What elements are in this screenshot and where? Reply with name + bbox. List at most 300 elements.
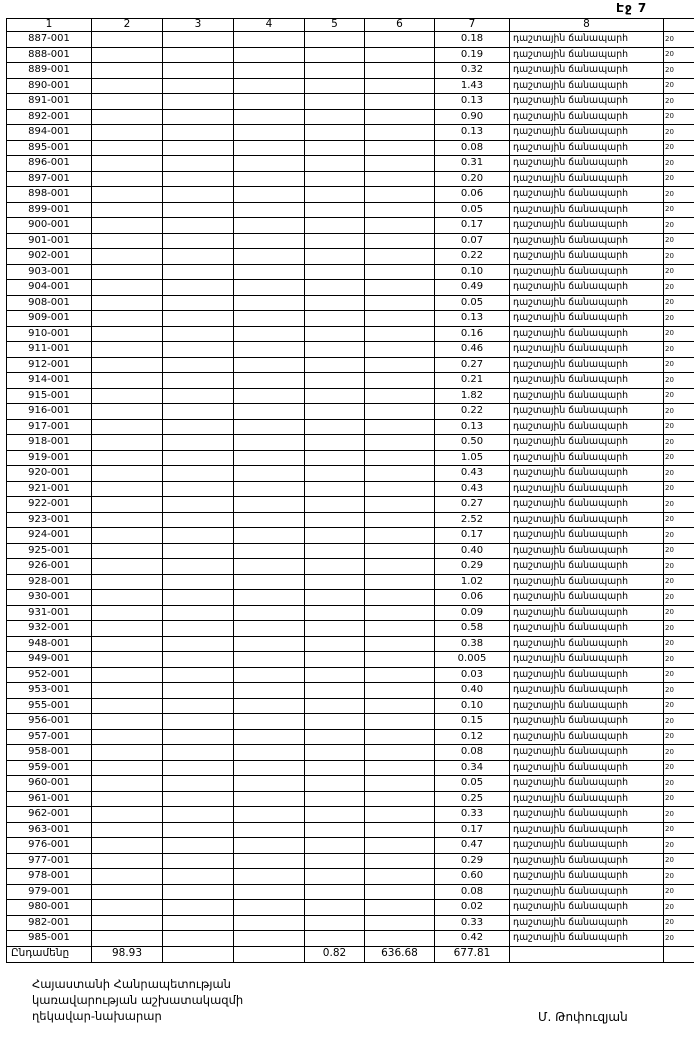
cell-col3 bbox=[163, 373, 234, 389]
cell-col6 bbox=[365, 388, 435, 404]
cell-edge: 20 bbox=[664, 822, 694, 838]
cell-col6 bbox=[365, 264, 435, 280]
cell-col3 bbox=[163, 435, 234, 451]
cell-col6 bbox=[365, 791, 435, 807]
cell-road: դաշտային ճանապարհ bbox=[510, 528, 664, 544]
cell-road: դաշտային ճանապարհ bbox=[510, 760, 664, 776]
cell-col2 bbox=[92, 590, 163, 606]
cell-road: դաշտային ճանապարհ bbox=[510, 621, 664, 637]
table-row bbox=[7, 63, 694, 79]
table-row bbox=[7, 140, 694, 156]
cell-col3 bbox=[163, 311, 234, 327]
cell-col3 bbox=[163, 218, 234, 234]
cell-col6 bbox=[365, 900, 435, 916]
cell-col6 bbox=[365, 326, 435, 342]
cell-road: դաշտային ճանապարհ bbox=[510, 900, 664, 916]
footer-line-1: Հայաստանի Հանրապետության bbox=[32, 977, 231, 991]
table-row bbox=[7, 590, 694, 606]
cell-col6 bbox=[365, 233, 435, 249]
cell-col4 bbox=[234, 698, 305, 714]
cell-edge: 20 bbox=[664, 559, 694, 575]
cell-col2 bbox=[92, 342, 163, 358]
cell-code: 889-001 bbox=[7, 63, 92, 79]
cell-edge: 20 bbox=[664, 264, 694, 280]
cell-col6 bbox=[365, 512, 435, 528]
cell-col3 bbox=[163, 698, 234, 714]
cell-value: 0.47 bbox=[435, 838, 510, 854]
cell-col2 bbox=[92, 187, 163, 203]
table-row bbox=[7, 667, 694, 683]
cell-road: դաշտային ճանապարհ bbox=[510, 776, 664, 792]
cell-col5 bbox=[305, 202, 365, 218]
table-row bbox=[7, 481, 694, 497]
cell-col4 bbox=[234, 202, 305, 218]
cell-col5 bbox=[305, 869, 365, 885]
cell-col2 bbox=[92, 435, 163, 451]
cell-col4 bbox=[234, 156, 305, 172]
cell-code: 903-001 bbox=[7, 264, 92, 280]
cell-col3 bbox=[163, 466, 234, 482]
cell-col3 bbox=[163, 125, 234, 141]
cell-code: 910-001 bbox=[7, 326, 92, 342]
cell-value: 0.05 bbox=[435, 202, 510, 218]
cell-col4 bbox=[234, 807, 305, 823]
cell-code: 948-001 bbox=[7, 636, 92, 652]
cell-code: 900-001 bbox=[7, 218, 92, 234]
cell-col2 bbox=[92, 249, 163, 265]
cell-code: 901-001 bbox=[7, 233, 92, 249]
cell-col4 bbox=[234, 233, 305, 249]
total-row bbox=[7, 946, 694, 962]
cell-col2 bbox=[92, 760, 163, 776]
table-row bbox=[7, 109, 694, 125]
cell-edge: 20 bbox=[664, 512, 694, 528]
cell-col2 bbox=[92, 466, 163, 482]
table-row bbox=[7, 636, 694, 652]
cell-col6 bbox=[365, 853, 435, 869]
cell-col4 bbox=[234, 481, 305, 497]
cell-col5 bbox=[305, 915, 365, 931]
cell-col3 bbox=[163, 264, 234, 280]
cell-col6 bbox=[365, 171, 435, 187]
col-header-5: 5 bbox=[305, 19, 365, 32]
cell-value: 0.29 bbox=[435, 853, 510, 869]
cell-value: 0.05 bbox=[435, 295, 510, 311]
cell-col2 bbox=[92, 543, 163, 559]
cell-col5 bbox=[305, 249, 365, 265]
cell-col3 bbox=[163, 590, 234, 606]
cell-col6 bbox=[365, 311, 435, 327]
cell-value: 0.58 bbox=[435, 621, 510, 637]
total-col5: 0.82 bbox=[305, 946, 365, 962]
cell-edge: 20 bbox=[664, 78, 694, 94]
cell-col6 bbox=[365, 822, 435, 838]
cell-col3 bbox=[163, 63, 234, 79]
cell-col4 bbox=[234, 636, 305, 652]
cell-road: դաշտային ճանապարհ bbox=[510, 574, 664, 590]
cell-col4 bbox=[234, 140, 305, 156]
cell-code: 909-001 bbox=[7, 311, 92, 327]
cell-col2 bbox=[92, 326, 163, 342]
cell-edge: 20 bbox=[664, 590, 694, 606]
cell-code: 930-001 bbox=[7, 590, 92, 606]
cell-code: 960-001 bbox=[7, 776, 92, 792]
cell-col3 bbox=[163, 187, 234, 203]
table-row bbox=[7, 187, 694, 203]
cell-col2 bbox=[92, 900, 163, 916]
cell-col3 bbox=[163, 915, 234, 931]
cell-col6 bbox=[365, 156, 435, 172]
cell-col5 bbox=[305, 109, 365, 125]
cell-edge: 20 bbox=[664, 729, 694, 745]
cell-col5 bbox=[305, 590, 365, 606]
table-row bbox=[7, 652, 694, 668]
cell-road: դաշտային ճանապարհ bbox=[510, 497, 664, 513]
cell-value: 0.02 bbox=[435, 900, 510, 916]
cell-col4 bbox=[234, 218, 305, 234]
cell-value: 0.22 bbox=[435, 404, 510, 420]
table-row bbox=[7, 884, 694, 900]
cell-col6 bbox=[365, 698, 435, 714]
cell-col6 bbox=[365, 357, 435, 373]
table-row bbox=[7, 404, 694, 420]
cell-road: դաշտային ճանապարհ bbox=[510, 481, 664, 497]
cell-col4 bbox=[234, 249, 305, 265]
cell-col5 bbox=[305, 931, 365, 947]
cell-edge: 20 bbox=[664, 47, 694, 63]
cell-col3 bbox=[163, 280, 234, 296]
cell-col2 bbox=[92, 280, 163, 296]
cell-col2 bbox=[92, 109, 163, 125]
cell-col4 bbox=[234, 776, 305, 792]
cell-col5 bbox=[305, 187, 365, 203]
cell-road: դաշտային ճանապարհ bbox=[510, 125, 664, 141]
cell-col3 bbox=[163, 109, 234, 125]
table-row bbox=[7, 760, 694, 776]
total-col7: 677.81 bbox=[435, 946, 510, 962]
cell-road: դաշտային ճանապարհ bbox=[510, 295, 664, 311]
cell-col6 bbox=[365, 140, 435, 156]
cell-col6 bbox=[365, 590, 435, 606]
cell-code: 978-001 bbox=[7, 869, 92, 885]
cell-value: 1.43 bbox=[435, 78, 510, 94]
cell-code: 976-001 bbox=[7, 838, 92, 854]
cell-col3 bbox=[163, 714, 234, 730]
cell-value: 0.21 bbox=[435, 373, 510, 389]
cell-value: 0.27 bbox=[435, 357, 510, 373]
page-number-label: Էջ 7 bbox=[616, 1, 648, 15]
cell-col6 bbox=[365, 760, 435, 776]
cell-value: 0.17 bbox=[435, 528, 510, 544]
cell-col5 bbox=[305, 342, 365, 358]
cell-col6 bbox=[365, 729, 435, 745]
cell-edge: 20 bbox=[664, 605, 694, 621]
cell-road: դաշտային ճանապարհ bbox=[510, 63, 664, 79]
cell-col4 bbox=[234, 652, 305, 668]
cell-road: դաշտային ճանապարհ bbox=[510, 652, 664, 668]
header-row bbox=[7, 19, 694, 32]
cell-col6 bbox=[365, 714, 435, 730]
cell-col3 bbox=[163, 233, 234, 249]
cell-edge: 20 bbox=[664, 388, 694, 404]
cell-road: դաշտային ճանապարհ bbox=[510, 419, 664, 435]
cell-col3 bbox=[163, 574, 234, 590]
table-row bbox=[7, 853, 694, 869]
cell-value: 0.29 bbox=[435, 559, 510, 575]
cell-road: դաշտային ճանապարհ bbox=[510, 884, 664, 900]
cell-code: 895-001 bbox=[7, 140, 92, 156]
cell-road: դաշտային ճանապարհ bbox=[510, 543, 664, 559]
cell-edge: 20 bbox=[664, 326, 694, 342]
table-row bbox=[7, 125, 694, 141]
cell-edge: 20 bbox=[664, 791, 694, 807]
cell-edge: 20 bbox=[664, 187, 694, 203]
cell-code: 962-001 bbox=[7, 807, 92, 823]
cell-code: 898-001 bbox=[7, 187, 92, 203]
cell-value: 0.005 bbox=[435, 652, 510, 668]
cell-edge: 20 bbox=[664, 636, 694, 652]
cell-edge: 20 bbox=[664, 373, 694, 389]
cell-edge: 20 bbox=[664, 342, 694, 358]
table-row bbox=[7, 311, 694, 327]
cell-edge: 20 bbox=[664, 574, 694, 590]
cell-col4 bbox=[234, 714, 305, 730]
cell-col6 bbox=[365, 745, 435, 761]
cell-edge: 20 bbox=[664, 528, 694, 544]
cell-col3 bbox=[163, 884, 234, 900]
cell-col3 bbox=[163, 559, 234, 575]
cell-col3 bbox=[163, 667, 234, 683]
cell-col4 bbox=[234, 326, 305, 342]
cell-col4 bbox=[234, 528, 305, 544]
cell-value: 0.25 bbox=[435, 791, 510, 807]
cell-code: 915-001 bbox=[7, 388, 92, 404]
table-row bbox=[7, 698, 694, 714]
cell-code: 918-001 bbox=[7, 435, 92, 451]
table-row bbox=[7, 295, 694, 311]
cell-col4 bbox=[234, 78, 305, 94]
table-row bbox=[7, 512, 694, 528]
cell-col4 bbox=[234, 388, 305, 404]
col-header-7: 7 bbox=[435, 19, 510, 32]
cell-road: դաշտային ճանապարհ bbox=[510, 171, 664, 187]
cell-code: 979-001 bbox=[7, 884, 92, 900]
cell-col5 bbox=[305, 621, 365, 637]
cell-col5 bbox=[305, 171, 365, 187]
cell-col3 bbox=[163, 760, 234, 776]
footer-line-2: կառավարության աշխատակազմի bbox=[32, 993, 244, 1007]
cell-col3 bbox=[163, 807, 234, 823]
cell-col6 bbox=[365, 435, 435, 451]
table-row bbox=[7, 915, 694, 931]
cell-col2 bbox=[92, 838, 163, 854]
table-row bbox=[7, 357, 694, 373]
cell-code: 904-001 bbox=[7, 280, 92, 296]
cell-col3 bbox=[163, 683, 234, 699]
cell-col2 bbox=[92, 822, 163, 838]
table-row bbox=[7, 435, 694, 451]
cell-edge: 20 bbox=[664, 838, 694, 854]
cell-col2 bbox=[92, 776, 163, 792]
cell-edge: 20 bbox=[664, 745, 694, 761]
cell-col6 bbox=[365, 404, 435, 420]
cell-col6 bbox=[365, 667, 435, 683]
col-header-2: 2 bbox=[92, 19, 163, 32]
cell-col4 bbox=[234, 605, 305, 621]
cell-code: 959-001 bbox=[7, 760, 92, 776]
cell-code: 921-001 bbox=[7, 481, 92, 497]
cell-col2 bbox=[92, 528, 163, 544]
cell-code: 891-001 bbox=[7, 94, 92, 110]
cell-col6 bbox=[365, 109, 435, 125]
cell-value: 0.06 bbox=[435, 187, 510, 203]
cell-edge: 20 bbox=[664, 32, 694, 48]
cell-value: 0.49 bbox=[435, 280, 510, 296]
cell-code: 896-001 bbox=[7, 156, 92, 172]
cell-col6 bbox=[365, 683, 435, 699]
cell-col4 bbox=[234, 853, 305, 869]
table-row bbox=[7, 714, 694, 730]
cell-code: 985-001 bbox=[7, 931, 92, 947]
cell-col2 bbox=[92, 559, 163, 575]
cell-col4 bbox=[234, 512, 305, 528]
cell-code: 890-001 bbox=[7, 78, 92, 94]
cell-col6 bbox=[365, 125, 435, 141]
cell-col5 bbox=[305, 559, 365, 575]
cell-col3 bbox=[163, 791, 234, 807]
cell-edge: 20 bbox=[664, 125, 694, 141]
cell-edge: 20 bbox=[664, 63, 694, 79]
cell-col2 bbox=[92, 373, 163, 389]
cell-col2 bbox=[92, 729, 163, 745]
cell-col5 bbox=[305, 78, 365, 94]
cell-edge: 20 bbox=[664, 249, 694, 265]
cell-col6 bbox=[365, 63, 435, 79]
cell-edge: 20 bbox=[664, 419, 694, 435]
cell-col3 bbox=[163, 636, 234, 652]
cell-col4 bbox=[234, 590, 305, 606]
cell-road: դաշտային ճանապարհ bbox=[510, 373, 664, 389]
table-row bbox=[7, 326, 694, 342]
cell-col2 bbox=[92, 295, 163, 311]
cell-col5 bbox=[305, 125, 365, 141]
cell-code: 902-001 bbox=[7, 249, 92, 265]
cell-col2 bbox=[92, 667, 163, 683]
table-row bbox=[7, 807, 694, 823]
cell-value: 0.07 bbox=[435, 233, 510, 249]
cell-col3 bbox=[163, 202, 234, 218]
cell-road: դաշտային ճանապարհ bbox=[510, 249, 664, 265]
cell-edge: 20 bbox=[664, 450, 694, 466]
cell-road: դաշտային ճանապարհ bbox=[510, 931, 664, 947]
cell-col5 bbox=[305, 404, 365, 420]
cell-code: 888-001 bbox=[7, 47, 92, 63]
cell-col4 bbox=[234, 931, 305, 947]
col-header-3: 3 bbox=[163, 19, 234, 32]
cell-col2 bbox=[92, 78, 163, 94]
cell-col5 bbox=[305, 853, 365, 869]
cell-edge: 20 bbox=[664, 621, 694, 637]
cell-col4 bbox=[234, 745, 305, 761]
cell-col6 bbox=[365, 249, 435, 265]
cell-col4 bbox=[234, 760, 305, 776]
cell-road: դաշտային ճանապարհ bbox=[510, 218, 664, 234]
cell-value: 1.02 bbox=[435, 574, 510, 590]
cell-col4 bbox=[234, 32, 305, 48]
table-row bbox=[7, 94, 694, 110]
cell-code: 956-001 bbox=[7, 714, 92, 730]
cell-col3 bbox=[163, 528, 234, 544]
cell-col3 bbox=[163, 605, 234, 621]
cell-col3 bbox=[163, 745, 234, 761]
cell-col3 bbox=[163, 326, 234, 342]
cell-col5 bbox=[305, 140, 365, 156]
cell-code: 892-001 bbox=[7, 109, 92, 125]
cell-col6 bbox=[365, 295, 435, 311]
cell-col5 bbox=[305, 264, 365, 280]
col-header-edge bbox=[664, 19, 694, 32]
cell-edge: 20 bbox=[664, 404, 694, 420]
cell-value: 2.52 bbox=[435, 512, 510, 528]
cell-col2 bbox=[92, 125, 163, 141]
cell-value: 0.20 bbox=[435, 171, 510, 187]
table-row bbox=[7, 233, 694, 249]
table-row bbox=[7, 249, 694, 265]
cell-col3 bbox=[163, 729, 234, 745]
cell-col4 bbox=[234, 466, 305, 482]
cell-col2 bbox=[92, 497, 163, 513]
cell-value: 0.43 bbox=[435, 466, 510, 482]
cell-road: դաշտային ճանապարհ bbox=[510, 140, 664, 156]
table-row bbox=[7, 683, 694, 699]
cell-edge: 20 bbox=[664, 884, 694, 900]
cell-col2 bbox=[92, 931, 163, 947]
cell-road: դաշտային ճանապարհ bbox=[510, 326, 664, 342]
table-row bbox=[7, 838, 694, 854]
cell-col2 bbox=[92, 745, 163, 761]
cell-road: դաշտային ճանապարհ bbox=[510, 683, 664, 699]
cell-road: դաշտային ճանապարհ bbox=[510, 311, 664, 327]
cell-col4 bbox=[234, 450, 305, 466]
cell-col2 bbox=[92, 171, 163, 187]
cell-col5 bbox=[305, 311, 365, 327]
cell-road: դաշտային ճանապարհ bbox=[510, 807, 664, 823]
cell-value: 1.05 bbox=[435, 450, 510, 466]
table-row bbox=[7, 280, 694, 296]
cell-road: դաշտային ճանապարհ bbox=[510, 512, 664, 528]
cell-col5 bbox=[305, 512, 365, 528]
cell-col6 bbox=[365, 915, 435, 931]
cell-road: դաշտային ճանապարհ bbox=[510, 590, 664, 606]
cell-col5 bbox=[305, 822, 365, 838]
cell-edge: 20 bbox=[664, 311, 694, 327]
cell-col6 bbox=[365, 94, 435, 110]
cell-col6 bbox=[365, 47, 435, 63]
cell-col6 bbox=[365, 280, 435, 296]
cell-col6 bbox=[365, 931, 435, 947]
cell-code: 922-001 bbox=[7, 497, 92, 513]
cell-road: դաշտային ճանապարհ bbox=[510, 109, 664, 125]
cell-edge: 20 bbox=[664, 683, 694, 699]
cell-col3 bbox=[163, 652, 234, 668]
footer-block bbox=[32, 976, 243, 1024]
cell-road: դաշտային ճանապարհ bbox=[510, 729, 664, 745]
cell-value: 0.08 bbox=[435, 745, 510, 761]
cell-col4 bbox=[234, 109, 305, 125]
table-row bbox=[7, 900, 694, 916]
total-label: Ընդամենը bbox=[7, 946, 92, 962]
cell-value: 0.19 bbox=[435, 47, 510, 63]
